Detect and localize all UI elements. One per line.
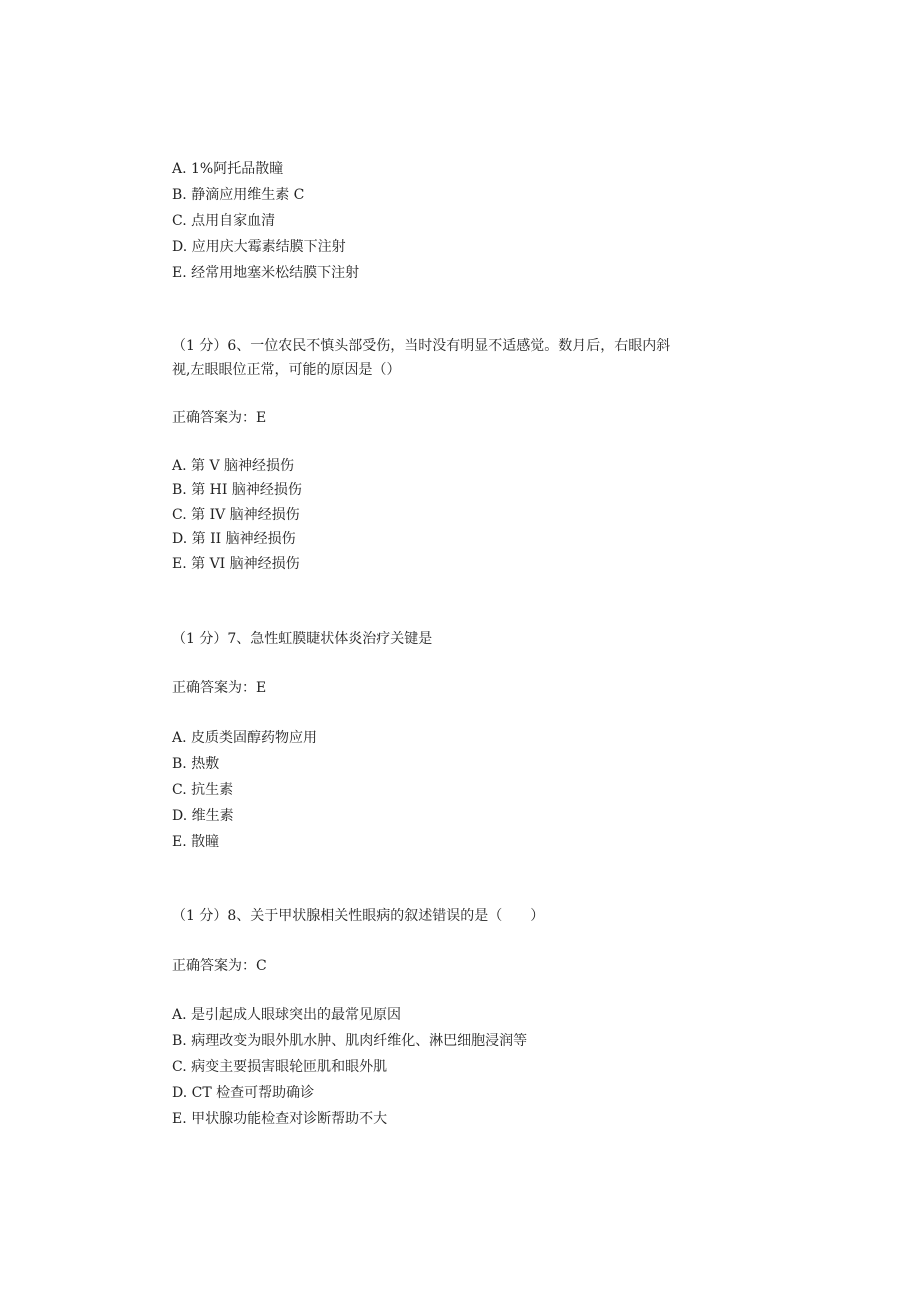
- question-6-stem-line2: 视,左眼眼位正常，可能的原因是（）: [172, 362, 401, 378]
- option-top-a: A. 1%阿托品散瞳: [172, 161, 284, 177]
- question-6-answer: 正确答案为：E: [172, 410, 267, 426]
- question-6-option-c: C. 第 IV 脑神经损伤: [172, 507, 300, 523]
- question-7-stem: （1 分）7、急性虹膜睫状体炎治疗关键是: [172, 631, 433, 647]
- question-6-option-d: D. 第 II 脑神经损伤: [172, 531, 296, 547]
- question-7-answer: 正确答案为：E: [172, 680, 267, 696]
- question-8-answer: 正确答案为：C: [172, 958, 267, 974]
- question-7-option-c: C. 抗生素: [172, 782, 234, 798]
- question-7-option-b: B. 热敷: [172, 756, 220, 772]
- question-8-option-d: D. CT 检查可帮助确诊: [172, 1085, 315, 1101]
- question-8-option-e: E. 甲状腺功能检查对诊断帮助不大: [172, 1111, 388, 1127]
- question-6-option-e: E. 第 VI 脑神经损伤: [172, 556, 300, 572]
- question-8-option-c: C. 病变主要损害眼轮匝肌和眼外肌: [172, 1059, 388, 1075]
- question-8-stem: （1 分）8、关于甲状腺相关性眼病的叙述错误的是（ ）: [172, 908, 545, 924]
- question-8-option-b: B. 病理改变为眼外肌水肿、肌肉纤维化、淋巴细胞浸润等: [172, 1033, 528, 1049]
- option-top-c: C. 点用自家血清: [172, 213, 276, 229]
- question-6-option-b: B. 第 HI 脑神经损伤: [172, 482, 302, 498]
- question-8-option-a: A. 是引起成人眼球突出的最常见原因: [172, 1007, 402, 1023]
- option-top-b: B. 静滴应用维生素 C: [172, 187, 305, 203]
- question-7-option-a: A. 皮质类固醇药物应用: [172, 730, 318, 746]
- question-6-option-a: A. 第 V 脑神经损伤: [172, 458, 295, 474]
- question-7-option-e: E. 散瞳: [172, 834, 220, 850]
- question-6-stem-line1: （1 分）6、一位农民不慎头部受伤，当时没有明显不适感觉。数月后，右眼内斜: [172, 338, 671, 354]
- option-top-d: D. 应用庆大霉素结膜下注射: [172, 239, 346, 255]
- question-7-option-d: D. 维生素: [172, 808, 234, 824]
- option-top-e: E. 经常用地塞米松结膜下注射: [172, 265, 360, 281]
